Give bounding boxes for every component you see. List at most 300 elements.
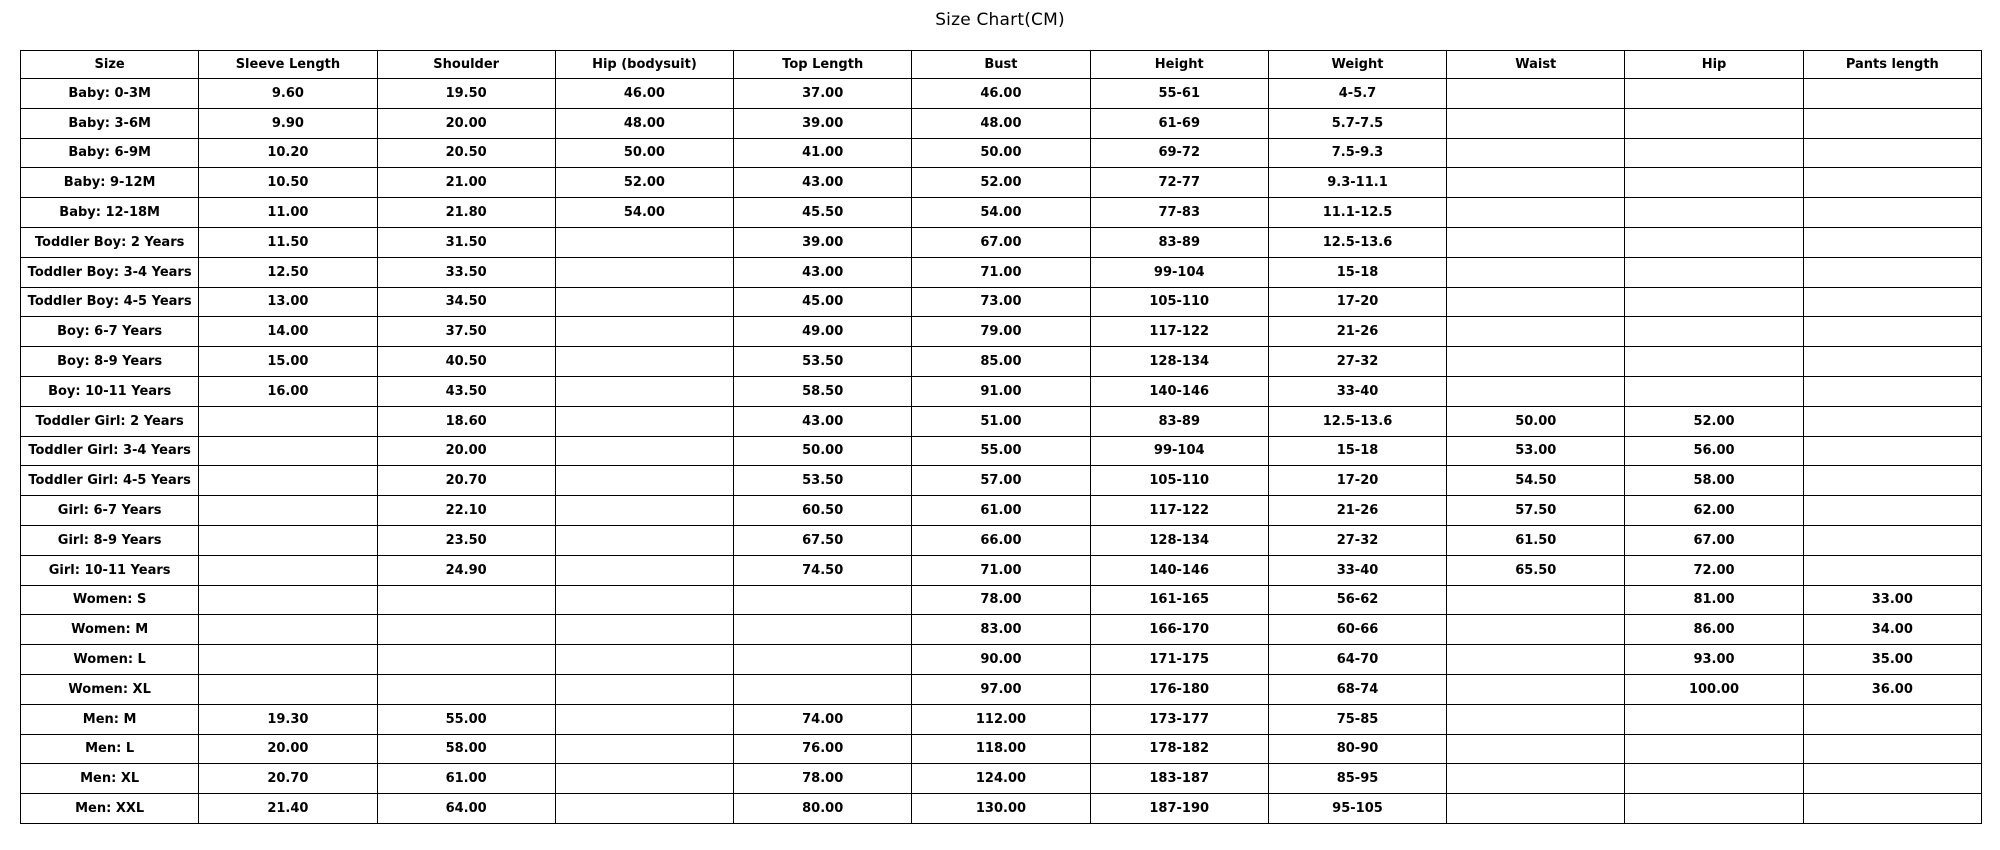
table-cell	[555, 257, 733, 287]
table-cell: 19.50	[377, 79, 555, 109]
table-cell: 21.40	[199, 794, 377, 824]
table-cell: 56-62	[1268, 585, 1446, 615]
table-cell: 166-170	[1090, 615, 1268, 645]
table-cell: 83-89	[1090, 406, 1268, 436]
table-cell: 50.00	[912, 138, 1090, 168]
table-cell: 80.00	[734, 794, 912, 824]
size-label-cell: Baby: 0-3M	[21, 79, 199, 109]
table-cell	[377, 674, 555, 704]
column-header: Shoulder	[377, 51, 555, 79]
table-cell: 97.00	[912, 674, 1090, 704]
column-header: Sleeve Length	[199, 51, 377, 79]
table-cell: 39.00	[734, 108, 912, 138]
size-label-cell: Baby: 6-9M	[21, 138, 199, 168]
table-cell: 85.00	[912, 347, 1090, 377]
table-cell: 62.00	[1625, 496, 1803, 526]
size-label-cell: Toddler Boy: 4-5 Years	[21, 287, 199, 317]
table-cell	[1625, 198, 1803, 228]
table-row	[21, 376, 1982, 406]
table-cell	[555, 466, 733, 496]
table-cell: 130.00	[912, 794, 1090, 824]
table-cell: 11.00	[199, 198, 377, 228]
table-cell: 20.00	[377, 108, 555, 138]
table-cell	[555, 347, 733, 377]
table-cell: 24.90	[377, 555, 555, 585]
table-cell	[1803, 734, 1981, 764]
table-cell	[1447, 615, 1625, 645]
table-cell	[1625, 704, 1803, 734]
table-cell: 58.50	[734, 376, 912, 406]
table-cell: 10.20	[199, 138, 377, 168]
table-cell: 12.5-13.6	[1268, 406, 1446, 436]
size-label-cell: Toddler Boy: 2 Years	[21, 227, 199, 257]
table-cell: 52.00	[555, 168, 733, 198]
table-cell: 100.00	[1625, 674, 1803, 704]
size-label-cell: Baby: 9-12M	[21, 168, 199, 198]
table-cell	[1447, 585, 1625, 615]
table-cell: 75-85	[1268, 704, 1446, 734]
table-cell: 95-105	[1268, 794, 1446, 824]
table-row	[21, 496, 1982, 526]
table-cell: 11.50	[199, 227, 377, 257]
table-cell: 178-182	[1090, 734, 1268, 764]
table-cell: 112.00	[912, 704, 1090, 734]
table-cell	[1447, 347, 1625, 377]
table-cell	[555, 436, 733, 466]
table-cell	[1447, 645, 1625, 675]
table-cell: 22.10	[377, 496, 555, 526]
table-cell: 21-26	[1268, 496, 1446, 526]
table-cell: 67.00	[912, 227, 1090, 257]
table-cell	[1447, 674, 1625, 704]
table-cell: 80-90	[1268, 734, 1446, 764]
table-cell	[734, 674, 912, 704]
table-cell	[555, 555, 733, 585]
size-label-cell: Girl: 8-9 Years	[21, 525, 199, 555]
table-cell: 99-104	[1090, 436, 1268, 466]
table-cell	[555, 704, 733, 734]
table-cell: 51.00	[912, 406, 1090, 436]
table-cell: 50.00	[1447, 406, 1625, 436]
table-cell	[734, 585, 912, 615]
table-cell: 176-180	[1090, 674, 1268, 704]
table-cell	[1803, 198, 1981, 228]
table-cell: 45.50	[734, 198, 912, 228]
table-cell: 55.00	[377, 704, 555, 734]
table-cell: 33.50	[377, 257, 555, 287]
size-label-cell: Women: L	[21, 645, 199, 675]
table-cell: 105-110	[1090, 287, 1268, 317]
column-header: Weight	[1268, 51, 1446, 79]
table-cell: 35.00	[1803, 645, 1981, 675]
table-cell: 50.00	[734, 436, 912, 466]
table-cell: 83-89	[1090, 227, 1268, 257]
table-cell: 66.00	[912, 525, 1090, 555]
table-cell: 67.00	[1625, 525, 1803, 555]
table-cell	[555, 764, 733, 794]
table-cell: 27-32	[1268, 525, 1446, 555]
table-cell: 90.00	[912, 645, 1090, 675]
table-cell	[199, 525, 377, 555]
table-row	[21, 674, 1982, 704]
table-cell	[1803, 108, 1981, 138]
table-row	[21, 79, 1982, 109]
table-header-row	[21, 51, 1982, 79]
table-body	[21, 79, 1982, 824]
table-cell: 93.00	[1625, 645, 1803, 675]
table-cell	[555, 645, 733, 675]
size-label-cell: Toddler Girl: 4-5 Years	[21, 466, 199, 496]
table-cell	[1447, 734, 1625, 764]
table-cell	[199, 615, 377, 645]
table-cell: 36.00	[1803, 674, 1981, 704]
table-cell: 53.50	[734, 347, 912, 377]
table-cell	[1803, 406, 1981, 436]
table-cell: 43.00	[734, 406, 912, 436]
table-cell: 71.00	[912, 555, 1090, 585]
table-cell	[199, 645, 377, 675]
table-cell: 33.00	[1803, 585, 1981, 615]
table-cell: 20.50	[377, 138, 555, 168]
table-cell: 16.00	[199, 376, 377, 406]
table-cell: 13.00	[199, 287, 377, 317]
table-cell	[377, 615, 555, 645]
table-cell	[1625, 79, 1803, 109]
size-label-cell: Toddler Boy: 3-4 Years	[21, 257, 199, 287]
size-label-cell: Men: XXL	[21, 794, 199, 824]
table-cell	[555, 317, 733, 347]
table-cell	[555, 794, 733, 824]
table-cell: 53.50	[734, 466, 912, 496]
table-cell	[199, 585, 377, 615]
table-row	[21, 317, 1982, 347]
table-cell: 161-165	[1090, 585, 1268, 615]
table-cell	[1803, 168, 1981, 198]
table-cell: 43.50	[377, 376, 555, 406]
table-row	[21, 794, 1982, 824]
size-label-cell: Boy: 6-7 Years	[21, 317, 199, 347]
table-cell	[1803, 555, 1981, 585]
table-cell: 20.00	[377, 436, 555, 466]
table-cell: 128-134	[1090, 347, 1268, 377]
table-cell: 54.00	[555, 198, 733, 228]
size-label-cell: Baby: 3-6M	[21, 108, 199, 138]
table-cell: 99-104	[1090, 257, 1268, 287]
size-label-cell: Men: L	[21, 734, 199, 764]
table-cell: 56.00	[1625, 436, 1803, 466]
table-cell: 52.00	[1625, 406, 1803, 436]
table-cell	[199, 555, 377, 585]
size-label-cell: Boy: 8-9 Years	[21, 347, 199, 377]
size-label-cell: Men: XL	[21, 764, 199, 794]
table-cell: 72-77	[1090, 168, 1268, 198]
table-cell	[1625, 764, 1803, 794]
table-cell: 9.90	[199, 108, 377, 138]
table-cell: 58.00	[377, 734, 555, 764]
table-cell: 183-187	[1090, 764, 1268, 794]
table-cell	[1803, 376, 1981, 406]
table-cell	[1803, 317, 1981, 347]
table-cell	[555, 525, 733, 555]
table-cell: 10.50	[199, 168, 377, 198]
table-cell	[555, 674, 733, 704]
table-cell: 17-20	[1268, 466, 1446, 496]
table-row	[21, 227, 1982, 257]
table-cell	[1803, 794, 1981, 824]
table-cell: 64.00	[377, 794, 555, 824]
table-cell	[1803, 466, 1981, 496]
table-cell	[555, 734, 733, 764]
table-cell	[199, 496, 377, 526]
table-cell: 61.00	[377, 764, 555, 794]
table-cell: 11.1-12.5	[1268, 198, 1446, 228]
table-cell: 50.00	[555, 138, 733, 168]
table-cell	[1803, 496, 1981, 526]
table-cell: 81.00	[1625, 585, 1803, 615]
table-cell: 61.00	[912, 496, 1090, 526]
table-cell: 27-32	[1268, 347, 1446, 377]
table-cell: 55-61	[1090, 79, 1268, 109]
table-cell	[1447, 704, 1625, 734]
table-cell: 54.50	[1447, 466, 1625, 496]
table-cell	[1803, 436, 1981, 466]
table-cell: 83.00	[912, 615, 1090, 645]
table-row	[21, 108, 1982, 138]
table-cell	[555, 227, 733, 257]
table-cell: 12.5-13.6	[1268, 227, 1446, 257]
table-cell: 171-175	[1090, 645, 1268, 675]
table-cell: 46.00	[555, 79, 733, 109]
column-header: Size	[21, 51, 199, 79]
table-cell	[1803, 138, 1981, 168]
table-cell: 117-122	[1090, 496, 1268, 526]
size-label-cell: Girl: 6-7 Years	[21, 496, 199, 526]
table-cell: 9.3-11.1	[1268, 168, 1446, 198]
column-header: Bust	[912, 51, 1090, 79]
table-cell: 43.00	[734, 168, 912, 198]
table-cell	[555, 496, 733, 526]
table-row	[21, 347, 1982, 377]
table-cell: 15-18	[1268, 436, 1446, 466]
table-row	[21, 287, 1982, 317]
table-cell: 34.00	[1803, 615, 1981, 645]
table-cell	[1625, 108, 1803, 138]
table-cell: 20.70	[199, 764, 377, 794]
table-cell: 57.50	[1447, 496, 1625, 526]
table-cell: 48.00	[555, 108, 733, 138]
table-cell: 73.00	[912, 287, 1090, 317]
table-cell: 65.50	[1447, 555, 1625, 585]
table-cell: 118.00	[912, 734, 1090, 764]
table-cell: 15-18	[1268, 257, 1446, 287]
size-label-cell: Boy: 10-11 Years	[21, 376, 199, 406]
table-row	[21, 406, 1982, 436]
table-cell: 117-122	[1090, 317, 1268, 347]
table-cell: 128-134	[1090, 525, 1268, 555]
table-cell: 64-70	[1268, 645, 1446, 675]
table-cell	[1447, 198, 1625, 228]
table-cell	[1447, 79, 1625, 109]
table-cell	[1803, 525, 1981, 555]
table-cell: 68-74	[1268, 674, 1446, 704]
table-cell	[1625, 347, 1803, 377]
size-label-cell: Women: S	[21, 585, 199, 615]
table-cell	[377, 645, 555, 675]
table-row	[21, 615, 1982, 645]
table-row	[21, 436, 1982, 466]
table-cell	[555, 406, 733, 436]
table-cell	[1803, 764, 1981, 794]
table-cell: 86.00	[1625, 615, 1803, 645]
table-cell: 140-146	[1090, 376, 1268, 406]
table-cell: 71.00	[912, 257, 1090, 287]
table-cell: 33-40	[1268, 376, 1446, 406]
table-cell: 74.50	[734, 555, 912, 585]
table-cell: 57.00	[912, 466, 1090, 496]
table-cell: 34.50	[377, 287, 555, 317]
table-cell: 37.50	[377, 317, 555, 347]
table-cell: 54.00	[912, 198, 1090, 228]
table-cell: 173-177	[1090, 704, 1268, 734]
table-cell	[1803, 704, 1981, 734]
table-cell	[1625, 227, 1803, 257]
table-cell	[1447, 257, 1625, 287]
table-cell	[1447, 794, 1625, 824]
table-cell: 61-69	[1090, 108, 1268, 138]
table-cell	[734, 645, 912, 675]
column-header: Height	[1090, 51, 1268, 79]
table-cell	[555, 287, 733, 317]
table-row	[21, 138, 1982, 168]
table-row	[21, 555, 1982, 585]
table-cell: 124.00	[912, 764, 1090, 794]
size-chart-table	[20, 50, 1982, 824]
table-cell	[1803, 347, 1981, 377]
table-cell: 55.00	[912, 436, 1090, 466]
table-cell	[555, 615, 733, 645]
column-header: Hip (bodysuit)	[555, 51, 733, 79]
table-cell	[1447, 764, 1625, 794]
table-row	[21, 257, 1982, 287]
table-cell: 20.00	[199, 734, 377, 764]
table-cell	[1447, 317, 1625, 347]
table-cell: 43.00	[734, 257, 912, 287]
table-cell: 105-110	[1090, 466, 1268, 496]
size-label-cell: Women: M	[21, 615, 199, 645]
table-cell: 37.00	[734, 79, 912, 109]
table-cell	[1447, 227, 1625, 257]
table-cell	[734, 615, 912, 645]
table-row	[21, 585, 1982, 615]
table-cell: 15.00	[199, 347, 377, 377]
table-cell: 60.50	[734, 496, 912, 526]
size-label-cell: Toddler Girl: 2 Years	[21, 406, 199, 436]
table-cell: 19.30	[199, 704, 377, 734]
table-cell	[1447, 168, 1625, 198]
table-cell	[1803, 79, 1981, 109]
table-cell: 40.50	[377, 347, 555, 377]
table-cell: 9.60	[199, 79, 377, 109]
table-cell: 69-72	[1090, 138, 1268, 168]
table-cell: 33-40	[1268, 555, 1446, 585]
table-cell: 46.00	[912, 79, 1090, 109]
column-header: Top Length	[734, 51, 912, 79]
table-row	[21, 645, 1982, 675]
table-cell: 5.7-7.5	[1268, 108, 1446, 138]
column-header: Waist	[1447, 51, 1625, 79]
table-cell	[1447, 108, 1625, 138]
table-row	[21, 525, 1982, 555]
size-label-cell: Women: XL	[21, 674, 199, 704]
table-cell: 4-5.7	[1268, 79, 1446, 109]
table-cell: 91.00	[912, 376, 1090, 406]
table-cell: 48.00	[912, 108, 1090, 138]
table-cell: 39.00	[734, 227, 912, 257]
table-row	[21, 764, 1982, 794]
table-cell	[199, 406, 377, 436]
table-cell: 78.00	[912, 585, 1090, 615]
table-cell	[1803, 287, 1981, 317]
table-row	[21, 704, 1982, 734]
table-cell	[1447, 138, 1625, 168]
table-cell	[199, 674, 377, 704]
table-cell: 14.00	[199, 317, 377, 347]
table-cell: 79.00	[912, 317, 1090, 347]
table-cell: 12.50	[199, 257, 377, 287]
table-cell	[1625, 168, 1803, 198]
table-cell: 45.00	[734, 287, 912, 317]
table-cell: 53.00	[1447, 436, 1625, 466]
table-cell	[1625, 287, 1803, 317]
size-label-cell: Toddler Girl: 3-4 Years	[21, 436, 199, 466]
table-cell: 78.00	[734, 764, 912, 794]
table-cell: 60-66	[1268, 615, 1446, 645]
table-cell	[1625, 317, 1803, 347]
table-row	[21, 168, 1982, 198]
table-cell: 58.00	[1625, 466, 1803, 496]
table-cell	[1803, 227, 1981, 257]
table-cell	[1625, 734, 1803, 764]
table-cell: 140-146	[1090, 555, 1268, 585]
table-cell	[199, 436, 377, 466]
table-row	[21, 734, 1982, 764]
table-cell: 7.5-9.3	[1268, 138, 1446, 168]
table-cell	[1447, 376, 1625, 406]
table-cell: 72.00	[1625, 555, 1803, 585]
table-cell	[1625, 138, 1803, 168]
table-cell	[1625, 794, 1803, 824]
table-cell: 74.00	[734, 704, 912, 734]
table-cell	[377, 585, 555, 615]
table-cell	[199, 466, 377, 496]
table-cell: 52.00	[912, 168, 1090, 198]
table-row	[21, 198, 1982, 228]
table-cell: 187-190	[1090, 794, 1268, 824]
table-cell: 31.50	[377, 227, 555, 257]
table-cell	[555, 376, 733, 406]
column-header: Hip	[1625, 51, 1803, 79]
page-title: Size Chart(CM)	[935, 10, 1065, 30]
table-cell: 21.00	[377, 168, 555, 198]
table-cell: 23.50	[377, 525, 555, 555]
size-label-cell: Men: M	[21, 704, 199, 734]
table-cell	[1625, 376, 1803, 406]
table-cell	[1625, 257, 1803, 287]
table-cell: 41.00	[734, 138, 912, 168]
table-cell	[1447, 287, 1625, 317]
table-cell: 67.50	[734, 525, 912, 555]
table-cell: 21-26	[1268, 317, 1446, 347]
